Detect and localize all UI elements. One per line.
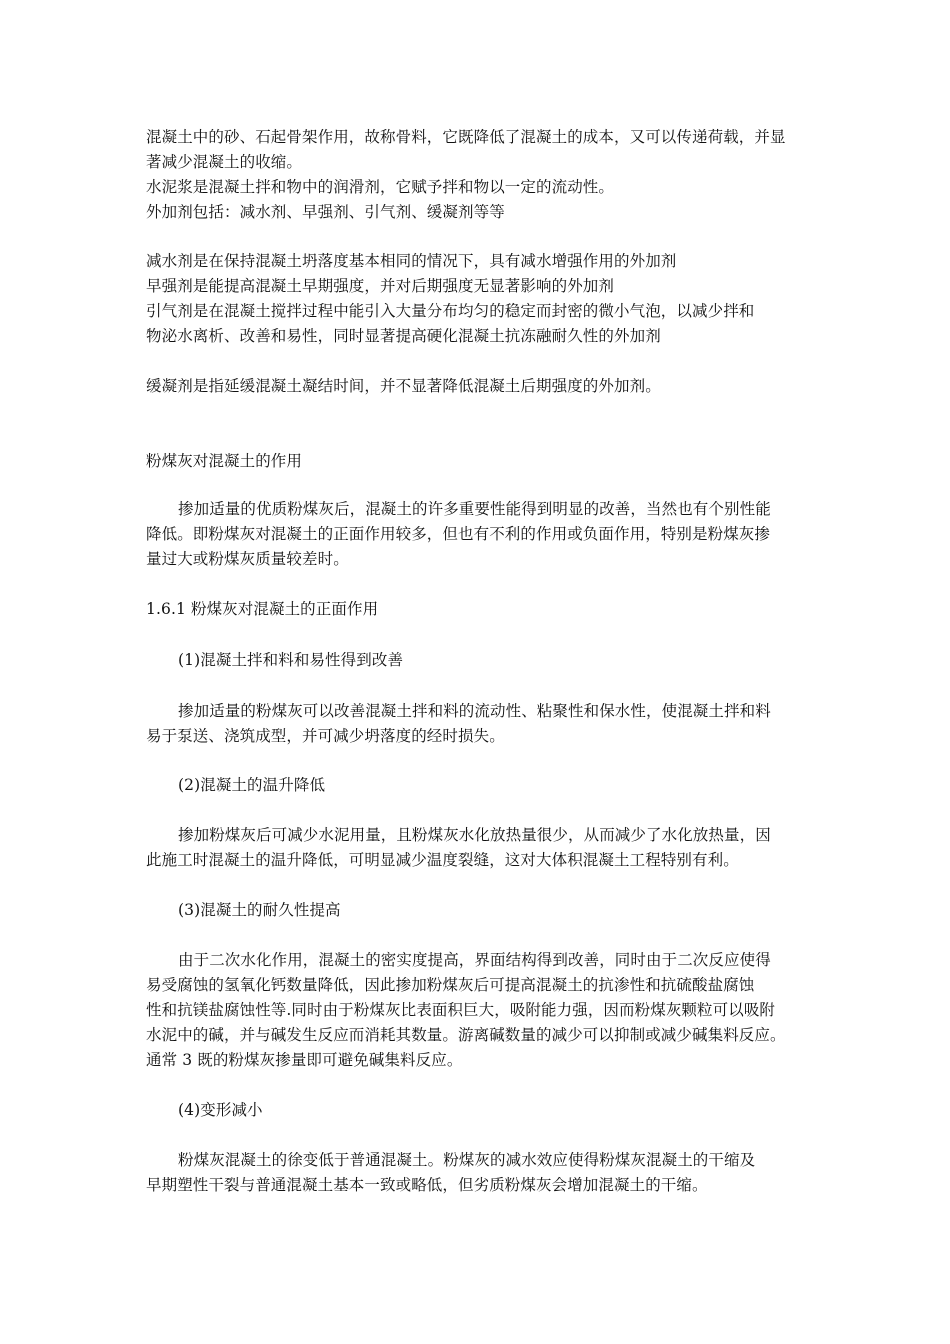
text-line: 混凝土中的砂、石起骨架作用，故称骨料，它既降低了混凝土的成本，又可以传递荷载，并显 (146, 128, 786, 146)
section-heading: 粉煤灰对混凝土的作用 (146, 452, 303, 470)
paragraph-line: 量过大或粉煤灰质量较差时。 (146, 550, 349, 568)
paragraph-line: 此施工时混凝土的温升降低，可明显减少温度裂缝，这对大体积混凝土工程特别有利。 (146, 851, 739, 869)
paragraph-line: 掺加适量的优质粉煤灰后，混凝土的许多重要性能得到明显的改善，当然也有个别性能 (178, 500, 771, 518)
item-heading: (1)混凝土拌和料和易性得到改善 (178, 651, 404, 669)
paragraph-line: 易于泵送、浇筑成型，并可减少坍落度的经时损失。 (146, 727, 505, 745)
paragraph-line: 掺加粉煤灰后可减少水泥用量，且粉煤灰水化放热量很少，从而减少了水化放热量，因 (178, 826, 771, 844)
text-line: 早强剂是能提高混凝土早期强度，并对后期强度无显著影响的外加剂 (146, 277, 615, 295)
paragraph-line: 通常 3 既的粉煤灰掺量即可避免碱集料反应。 (146, 1051, 463, 1069)
paragraph-line: 由于二次水化作用，混凝土的密实度提高，界面结构得到改善，同时由于二次反应使得 (178, 951, 771, 969)
paragraph-line: 性和抗镁盐腐蚀性等.同时由于粉煤灰比表面积巨大，吸附能力强，因而粉煤灰颗粒可以吸附 (146, 1001, 776, 1019)
paragraph-line: 掺加适量的粉煤灰可以改善混凝土拌和料的流动性、粘聚性和保水性，使混凝土拌和料 (178, 702, 771, 720)
text-line: 外加剂包括：减水剂、早强剂、引气剂、缓凝剂等等 (146, 203, 505, 221)
text-line: 著减少混凝土的收缩。 (146, 153, 303, 171)
text-line: 物泌水离析、改善和易性，同时显著提高硬化混凝土抗冻融耐久性的外加剂 (146, 327, 661, 345)
text-line: 引气剂是在混凝土搅拌过程中能引入大量分布均匀的稳定而封密的微小气泡，以减少拌和 (146, 302, 755, 320)
paragraph-line: 水泥中的碱，并与碱发生反应而消耗其数量。游离碱数量的减少可以抑制或减少碱集料反应。 (146, 1026, 786, 1044)
item-heading: (3)混凝土的耐久性提高 (178, 901, 341, 919)
subsection-heading: 1.6.1 粉煤灰对混凝土的正面作用 (146, 600, 379, 618)
text-line: 减水剂是在保持混凝土坍落度基本相同的情况下，具有减水增强作用的外加剂 (146, 252, 677, 270)
paragraph-line: 粉煤灰混凝土的徐变低于普通混凝土。粉煤灰的减水效应使得粉煤灰混凝土的干缩及 (178, 1151, 756, 1169)
paragraph-line: 易受腐蚀的氢氧化钙数量降低，因此掺加粉煤灰后可提高混凝土的抗渗性和抗硫酸盐腐蚀 (146, 976, 755, 994)
item-heading: (2)混凝土的温升降低 (178, 776, 326, 794)
item-heading: (4)变形减小 (178, 1101, 263, 1119)
paragraph-line: 降低。即粉煤灰对混凝土的正面作用较多，但也有不利的作用或负面作用，特别是粉煤灰掺 (146, 525, 771, 543)
paragraph-line: 早期塑性干裂与普通混凝土基本一致或略低，但劣质粉煤灰会增加混凝土的干缩。 (146, 1176, 708, 1194)
text-line: 缓凝剂是指延缓混凝土凝结时间，并不显著降低混凝土后期强度的外加剂。 (146, 377, 661, 395)
text-line: 水泥浆是混凝土拌和物中的润滑剂，它赋予拌和物以一定的流动性。 (146, 178, 615, 196)
